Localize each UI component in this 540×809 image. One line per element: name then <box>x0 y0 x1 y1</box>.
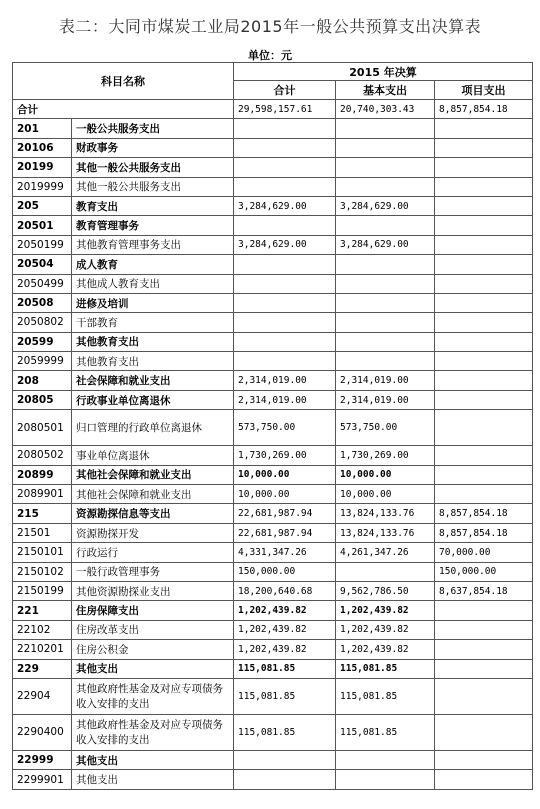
row-basic <box>336 177 435 196</box>
row-code: 208 <box>13 371 72 390</box>
row-basic: 10,000.00 <box>336 465 435 484</box>
row-name: 其他教育支出 <box>72 332 234 351</box>
row-project <box>435 446 533 465</box>
row-total <box>234 274 336 293</box>
row-total: 29,598,157.61 <box>234 100 336 119</box>
table-row <box>13 332 533 351</box>
row-basic <box>336 332 435 351</box>
row-basic: 1,202,439.82 <box>336 601 435 620</box>
row-project: 8,857,854.18 <box>435 100 533 119</box>
row-project <box>435 714 533 750</box>
row-basic: 10,000.00 <box>336 485 435 504</box>
page-title: 表二：大同市煤炭工业局2015年一般公共预算支出决算表 <box>58 17 482 36</box>
row-project <box>435 601 533 620</box>
row-total <box>234 158 336 177</box>
row-project <box>435 390 533 409</box>
row-name: 其他支出 <box>72 659 234 678</box>
row-basic: 115,081.85 <box>336 659 435 678</box>
row-basic <box>336 274 435 293</box>
row-name: 其他一般公共服务支出 <box>72 177 234 196</box>
row-code: 2150101 <box>13 543 72 562</box>
row-basic <box>336 293 435 312</box>
row-code: 20199 <box>13 158 72 177</box>
row-code: 2050199 <box>13 235 72 254</box>
row-name: 住房公积金 <box>72 640 234 659</box>
row-basic: 1,730,269.00 <box>336 446 435 465</box>
row-basic: 115,081.85 <box>336 678 435 714</box>
row-code: 20501 <box>13 216 72 235</box>
row-total <box>234 216 336 235</box>
row-total: 18,200,640.68 <box>234 581 336 600</box>
row-code: 2089901 <box>13 485 72 504</box>
table-row <box>13 352 533 371</box>
row-code: 201 <box>13 119 72 138</box>
row-project <box>435 119 533 138</box>
row-total: 1,730,269.00 <box>234 446 336 465</box>
row-name: 其他教育支出 <box>72 352 234 371</box>
row-code: 2290400 <box>13 714 72 750</box>
row-total: 115,081.85 <box>234 659 336 678</box>
table-row <box>13 390 533 409</box>
table-row <box>13 100 533 119</box>
row-name: 行政事业单位离退休 <box>72 390 234 409</box>
row-name: 财政事务 <box>72 138 234 157</box>
row-project <box>435 196 533 215</box>
row-code: 22904 <box>13 678 72 714</box>
row-name: 其他成人教育支出 <box>72 274 234 293</box>
row-code: 21501 <box>13 523 72 542</box>
row-basic <box>336 255 435 274</box>
row-code: 2019999 <box>13 177 72 196</box>
row-total: 3,284,629.00 <box>234 196 336 215</box>
row-total <box>234 177 336 196</box>
row-code: 20805 <box>13 390 72 409</box>
row-total: 1,202,439.82 <box>234 640 336 659</box>
row-total: 150,000.00 <box>234 562 336 581</box>
row-basic: 2,314,019.00 <box>336 371 435 390</box>
row-name: 归口管理的行政单位离退休 <box>72 410 234 446</box>
table-row <box>13 523 533 542</box>
row-total <box>234 352 336 371</box>
row-basic: 573,750.00 <box>336 410 435 446</box>
row-name: 其他一般公共服务支出 <box>72 158 234 177</box>
row-project <box>435 313 533 332</box>
row-code: 229 <box>13 659 72 678</box>
table-row <box>13 659 533 678</box>
table-row <box>13 119 533 138</box>
table-row <box>13 678 533 714</box>
row-project <box>435 216 533 235</box>
row-code: 20504 <box>13 255 72 274</box>
row-name: 其他教育管理事务支出 <box>72 235 234 254</box>
table-row <box>13 601 533 620</box>
row-code: 2210201 <box>13 640 72 659</box>
row-project <box>435 158 533 177</box>
table-row <box>13 138 533 157</box>
row-code: 2080502 <box>13 446 72 465</box>
table-row <box>13 274 533 293</box>
row-project <box>435 274 533 293</box>
row-total: 1,202,439.82 <box>234 620 336 639</box>
table-row <box>13 562 533 581</box>
row-code: 20599 <box>13 332 72 351</box>
table-row <box>13 235 533 254</box>
row-project <box>435 371 533 390</box>
row-total <box>234 119 336 138</box>
header-project: 项目支出 <box>435 81 533 100</box>
row-name: 教育支出 <box>72 196 234 215</box>
row-code: 2150199 <box>13 581 72 600</box>
row-basic: 1,202,439.82 <box>336 620 435 639</box>
header-subject: 科目名称 <box>13 63 234 100</box>
row-name: 住房改革支出 <box>72 620 234 639</box>
row-name: 社会保障和就业支出 <box>72 371 234 390</box>
row-basic: 9,562,786.50 <box>336 581 435 600</box>
row-total <box>234 770 336 789</box>
row-project: 8,637,854.18 <box>435 581 533 600</box>
table-row <box>13 714 533 750</box>
row-code: 20508 <box>13 293 72 312</box>
row-name: 其他资源勘探业支出 <box>72 581 234 600</box>
table-row <box>13 177 533 196</box>
row-basic <box>336 216 435 235</box>
row-basic <box>336 158 435 177</box>
row-project: 8,857,854.18 <box>435 523 533 542</box>
row-project: 8,857,854.18 <box>435 504 533 523</box>
table-body <box>13 100 533 790</box>
row-total <box>234 293 336 312</box>
row-project <box>435 410 533 446</box>
row-basic: 20,740,303.43 <box>336 100 435 119</box>
row-project <box>435 640 533 659</box>
row-total: 115,081.85 <box>234 678 336 714</box>
table-row <box>13 465 533 484</box>
row-basic: 3,284,629.00 <box>336 235 435 254</box>
row-project <box>435 352 533 371</box>
table-row <box>13 581 533 600</box>
table-row <box>13 770 533 789</box>
row-basic <box>336 313 435 332</box>
row-total <box>234 750 336 769</box>
table-row <box>13 410 533 446</box>
row-basic: 13,824,133.76 <box>336 523 435 542</box>
table-row <box>13 485 533 504</box>
table-row <box>13 750 533 769</box>
table-row <box>13 293 533 312</box>
table-row <box>13 640 533 659</box>
row-code: 2050802 <box>13 313 72 332</box>
row-code: 20106 <box>13 138 72 157</box>
row-project <box>435 255 533 274</box>
row-project <box>435 235 533 254</box>
row-basic: 115,081.85 <box>336 714 435 750</box>
row-code: 22999 <box>13 750 72 769</box>
row-total <box>234 255 336 274</box>
row-code: 2080501 <box>13 410 72 446</box>
table-row <box>13 158 533 177</box>
row-project <box>435 620 533 639</box>
row-total: 22,681,987.94 <box>234 504 336 523</box>
row-name: 其他政府性基金及对应专项债务收入安排的支出 <box>72 714 234 750</box>
row-basic: 4,261,347.26 <box>336 543 435 562</box>
row-name: 一般公共服务支出 <box>72 119 234 138</box>
table-row <box>13 255 533 274</box>
row-basic: 1,202,439.82 <box>336 640 435 659</box>
header-year-group: 2015 年决算 <box>234 63 533 81</box>
row-basic <box>336 750 435 769</box>
row-code: 215 <box>13 504 72 523</box>
budget-table <box>12 62 533 790</box>
row-name: 一般行政管理事务 <box>72 562 234 581</box>
row-code: 2059999 <box>13 352 72 371</box>
row-name: 教育管理事务 <box>72 216 234 235</box>
row-project <box>435 138 533 157</box>
row-total <box>234 138 336 157</box>
row-code: 合计 <box>13 100 234 119</box>
row-name: 资源勘探开发 <box>72 523 234 542</box>
row-project <box>435 659 533 678</box>
header-basic: 基本支出 <box>336 81 435 100</box>
unit-label: 单位：元 <box>248 49 292 62</box>
row-code: 2150102 <box>13 562 72 581</box>
table-row <box>13 196 533 215</box>
row-name: 干部教育 <box>72 313 234 332</box>
row-project <box>435 485 533 504</box>
row-basic: 3,284,629.00 <box>336 196 435 215</box>
row-project: 150,000.00 <box>435 562 533 581</box>
row-total: 115,081.85 <box>234 714 336 750</box>
row-code: 2050499 <box>13 274 72 293</box>
row-name: 其他支出 <box>72 770 234 789</box>
row-name: 住房保障支出 <box>72 601 234 620</box>
row-project: 70,000.00 <box>435 543 533 562</box>
row-name: 其他社会保障和就业支出 <box>72 485 234 504</box>
header-total: 合计 <box>234 81 336 100</box>
row-project <box>435 465 533 484</box>
row-code: 221 <box>13 601 72 620</box>
row-name: 其他支出 <box>72 750 234 769</box>
row-basic <box>336 352 435 371</box>
row-total: 1,202,439.82 <box>234 601 336 620</box>
row-code: 20899 <box>13 465 72 484</box>
row-total: 573,750.00 <box>234 410 336 446</box>
row-basic: 13,824,133.76 <box>336 504 435 523</box>
row-code: 22102 <box>13 620 72 639</box>
row-basic <box>336 119 435 138</box>
row-total <box>234 332 336 351</box>
row-basic <box>336 770 435 789</box>
row-project <box>435 678 533 714</box>
table-row <box>13 371 533 390</box>
row-name: 事业单位离退休 <box>72 446 234 465</box>
row-basic <box>336 562 435 581</box>
table-row <box>13 446 533 465</box>
row-name: 其他社会保障和就业支出 <box>72 465 234 484</box>
table-row <box>13 216 533 235</box>
row-project <box>435 293 533 312</box>
table-row <box>13 620 533 639</box>
row-total: 10,000.00 <box>234 465 336 484</box>
row-name: 其他政府性基金及对应专项债务收入安排的支出 <box>72 678 234 714</box>
row-code: 2299901 <box>13 770 72 789</box>
row-total <box>234 313 336 332</box>
table-row <box>13 504 533 523</box>
table-row <box>13 543 533 562</box>
row-project <box>435 750 533 769</box>
row-name: 行政运行 <box>72 543 234 562</box>
row-total: 3,284,629.00 <box>234 235 336 254</box>
row-basic: 2,314,019.00 <box>336 390 435 409</box>
row-total: 10,000.00 <box>234 485 336 504</box>
row-project <box>435 332 533 351</box>
row-total: 2,314,019.00 <box>234 371 336 390</box>
row-name: 资源勘探信息等支出 <box>72 504 234 523</box>
table-row <box>13 313 533 332</box>
row-project <box>435 770 533 789</box>
row-code: 205 <box>13 196 72 215</box>
row-basic <box>336 138 435 157</box>
row-total: 4,331,347.26 <box>234 543 336 562</box>
row-total: 22,681,987.94 <box>234 523 336 542</box>
row-name: 成人教育 <box>72 255 234 274</box>
row-name: 进修及培训 <box>72 293 234 312</box>
row-project <box>435 177 533 196</box>
row-total: 2,314,019.00 <box>234 390 336 409</box>
